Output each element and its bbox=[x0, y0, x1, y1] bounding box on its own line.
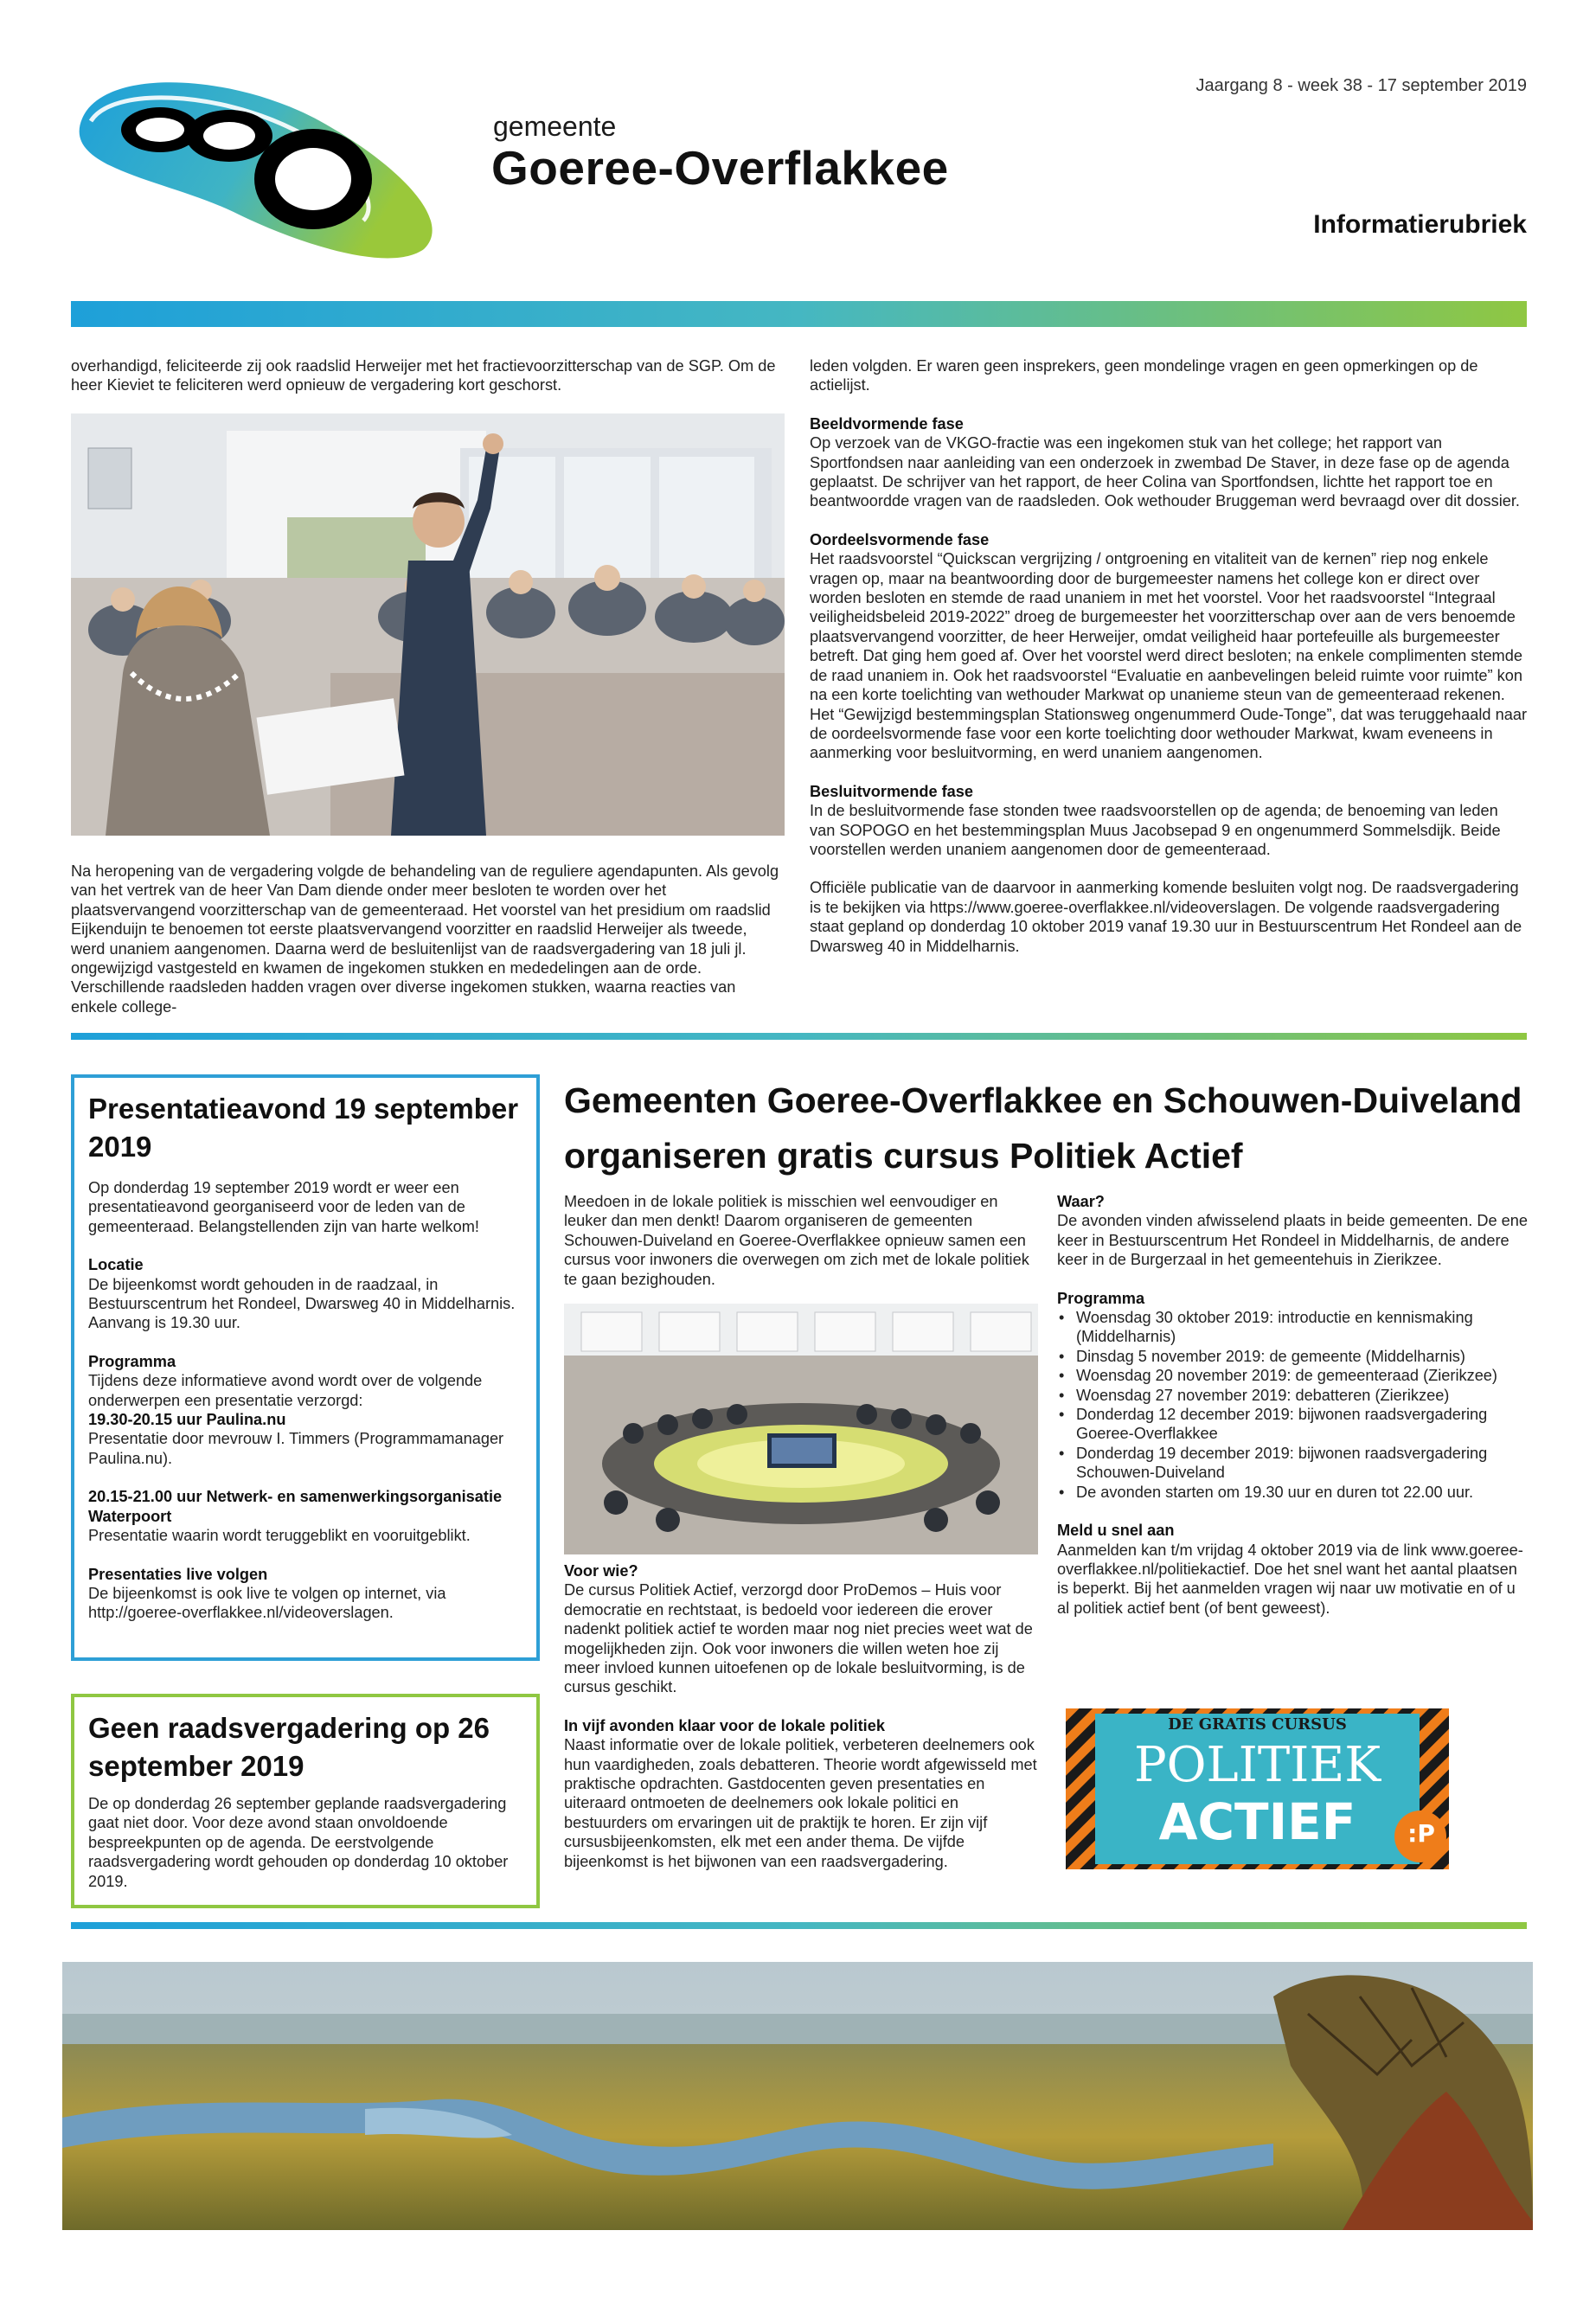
programma-list-item: • Donderdag 19 december 2019: bijwonen raadsvergadering Schouwen-Duiveland bbox=[1057, 1444, 1529, 1483]
article-col-2 bbox=[810, 356, 1528, 956]
badge-top-text: DE GRATIS CURSUS bbox=[1168, 1715, 1347, 1734]
header-divider bbox=[71, 301, 1527, 327]
programma-text: Tijdens deze informatieve avond wordt over de volgende onderwerpen een presentatie verzorgd: bbox=[88, 1372, 483, 1409]
programma-list-item: • Woensdag 27 november 2019: debatteren (Zierikzee) bbox=[1057, 1386, 1529, 1405]
badge-line-2: ACTIEF bbox=[1158, 1792, 1356, 1851]
cursus-col-2 bbox=[1057, 1192, 1529, 1618]
besluitvormend-text: In de besluitvormende fase stonden twee raadsvoorstellen op de agenda; de benoeming van leden van SOPOGO en het bestemmingsplan Muus Jacobsepad 9 en ongenummerd Sommelsdijk. Beide voorstellen werden unaniem aangenomen door de gemeenteraad. bbox=[810, 802, 1501, 858]
badge-line-1: POLITIEK bbox=[1133, 1737, 1381, 1793]
geen-raadsvergadering-title: Geen raadsvergadering op 26 september 2019 bbox=[88, 1712, 490, 1782]
section-divider bbox=[71, 1033, 1527, 1040]
locatie-heading: Locatie bbox=[88, 1256, 144, 1274]
brand-prefix: gemeente bbox=[493, 111, 617, 142]
cursus-programma-list bbox=[1057, 1308, 1529, 1502]
oordeelsvormend-text: Het raadsvoorstel “Quickscan vergrijzing / ontgroening en vitaliteit van de kernen” riep nog enkele vragen op, maar na beantwoording door de burgemeester namens het college kon er direct over worden besloten en stemde de raad unaniem in met het voorstel. Voor het raadsvoorstel “Integraal veiligheidsbeleid 2019-2022” droeg de burgemeester het voorzitterschap over aan de vers benoemde plaatsvervangend voorzitter, de heer Herweijer, omdat veiligheid haar portefeuille als burgemeester betreft. Dat ging hem goed af. Over het voorstel werd direct besloten; na enkele complimenten stemde de raad unaniem in. Ook het raadsvoorstel “Evaluatie en aanbevelingen beleid ruimte voor ruimte” kon na een korte toelichting van wethouder Markwat op unanieme steun van de gemeenteraad rekenen. Het “Gewijzigd bestemmingsplan Stationsweg ongenummerd Oude-Tonge”, dat was teruggehaald naar de oordeelsvormende fase voor een korte toelichting door wethouder Markwat, kwam eveneens in aanmerking voor besluitvorming, en werd unaniem aangenomen. bbox=[810, 550, 1528, 762]
voor-wie-text: De cursus Politiek Actief, verzorgd door ProDemos – Huis voor democratie en rechtstaat, is bedoeld voor iedereen die erover nadenkt politiek actief te worden maar nog niet precies weet wat de mogelijkheden zijn. Ook voor inwoners die willen weten hoe zij meer invloed kunnen uitoefenen op de lokale besluitvorming, is de cursus geschikt. bbox=[564, 1581, 1033, 1696]
cursus-col-1-lower bbox=[564, 1561, 1038, 1871]
programma-list-item: • Woensdag 30 oktober 2019: introductie en kennismaking (Middelharnis) bbox=[1057, 1308, 1529, 1347]
beeldvormend-heading: Beeldvormende fase bbox=[810, 414, 964, 433]
badge-mark: :P bbox=[1407, 1819, 1435, 1848]
politiek-actief-badge bbox=[1066, 1708, 1449, 1869]
article-col2-intro: leden volgden. Er waren geen insprekers, geen mondelinge vragen en geen opmerkingen op de actielijst. bbox=[810, 357, 1478, 394]
live-heading: Presentaties live volgen bbox=[88, 1565, 268, 1583]
municipality-logo bbox=[69, 74, 450, 260]
council-chamber-photo bbox=[564, 1304, 1038, 1554]
presentatieavond-box bbox=[71, 1074, 540, 1661]
programma-list-item: • Woensdag 20 november 2019: de gemeenteraad (Zierikzee) bbox=[1057, 1366, 1529, 1385]
programma-list-item: • Dinsdag 5 november 2019: de gemeente (Middelharnis) bbox=[1057, 1347, 1529, 1366]
beeldvormend-text: Op verzoek van de VKGO-fractie was een ingekomen stuk van het college; het rapport van Sportfondsen naar aanleiding van een onderzoek in zwembad De Staver, in deze fase op de agenda geplaatst. De schrijver van het rapport, de heer Colina van Sportfondsen, lichtte het rapport toe en beantwoordde vragen van de raadsleden. Ook wethouder Bruggeman werd bevraagd over dit dossier. bbox=[810, 434, 1520, 510]
presentatieavond-intro: Op donderdag 19 september 2019 wordt er weer een presentatieavond georganiseerd voor de leden van de gemeenteraad. Belangstellenden zijn van harte welkom! bbox=[88, 1179, 479, 1235]
besluitvormend-heading: Besluitvormende fase bbox=[810, 782, 974, 800]
vijf-avonden-text: Naast informatie over de lokale politiek, verbeteren deelnemers ook hun vaardigheden, zoals debatteren. Theorie wordt afgewisseld met praktische opdrachten. Gastdocenten geven presentaties en uiteraard ontmoeten de deelnemers ook lokale politici en bestuurders om ervaringen uit de praktijk te horen. Er zijn vijf cursusbijeenkomsten, elk met een ander thema. De vijfde bijeenkomst is het bijwonen van een raadsvergadering. bbox=[564, 1736, 1037, 1870]
geen-raadsvergadering-box bbox=[71, 1694, 540, 1908]
brand-title: Goeree-Overflakkee bbox=[491, 141, 949, 195]
article-col-1-top bbox=[71, 356, 780, 395]
cursus-headline: Gemeenten Goeree-Overflakkee en Schouwen-Duiveland organiseren gratis cursus Politiek Actief bbox=[564, 1080, 1522, 1176]
programma-item-1-title: 19.30-20.15 uur Paulina.nu bbox=[88, 1411, 286, 1429]
presentatieavond-title: Presentatieavond 19 september 2019 bbox=[88, 1093, 519, 1163]
programma-item-2-title: 20.15-21.00 uur Netwerk- en samenwerkingsorganisatie Waterpoort bbox=[88, 1488, 503, 1525]
programma-list-item: • Donderdag 12 december 2019: bijwonen raadsvergadering Goeree-Overflakkee bbox=[1057, 1405, 1529, 1444]
issue-date: Jaargang 8 - week 38 - 17 september 2019 bbox=[1195, 76, 1527, 95]
article-closing-text: Officiële publicatie van de daarvoor in aanmerking komende besluiten volgt nog. De raadsvergadering is te bekijken via https://www.goeree-overflakkee.nl/videoverslagen. De volgende raadsvergadering staat gepland op donderdag 10 oktober 2019 vanaf 19.30 uur in Bestuurscentrum Het Rondeel aan de Dwarsweg 40 in Middelharnis. bbox=[810, 879, 1522, 955]
locatie-text: De bijeenkomst wordt gehouden in de raadzaal, in Bestuurscentrum het Rondeel, Dwarsweg 40 in Middelharnis. Aanvang is 19.30 uur. bbox=[88, 1275, 516, 1332]
article-intro-text: overhandigd, feliciteerde zij ook raadslid Herweijer met het fractievoorzitterschap van de SGP. Om de heer Kieviet te feliciteren werd opnieuw de vergadering kort geschorst. bbox=[71, 357, 776, 394]
meld-aan-heading: Meld u snel aan bbox=[1057, 1522, 1175, 1540]
council-oath-photo bbox=[71, 413, 785, 836]
vijf-avonden-heading: In vijf avonden klaar voor de lokale politiek bbox=[564, 1716, 885, 1734]
cursus-intro: Meedoen in de lokale politiek is misschien wel eenvoudiger en leuker dan men denkt! Daarom organiseren de gemeenten Schouwen-Duiveland en Goeree-Overflakkee opnieuw samen een cursus voor inwoners die overwegen om zich met de lokale politiek te gaan bezighouden. bbox=[564, 1193, 1029, 1288]
programma-list-item: • De avonden starten om 19.30 uur en duren tot 22.00 uur. bbox=[1057, 1483, 1529, 1502]
photo-scene bbox=[71, 413, 785, 836]
live-text: De bijeenkomst is ook live te volgen op internet, via http://goeree-overflakkee.nl/videoverslagen. bbox=[88, 1584, 446, 1622]
waar-text: De avonden vinden afwisselend plaats in beide gemeenten. De ene keer in Bestuurscentrum Het Rondeel in Middelharnis, de andere keer in de Burgerzaal in het gemeentehuis in Zierikzee. bbox=[1057, 1212, 1528, 1269]
programma-item-2-text: Presentatie waarin wordt teruggeblikt en vooruitgeblikt. bbox=[88, 1527, 471, 1545]
meld-aan-text: Aanmelden kan t/m vrijdag 4 oktober 2019 via de link www.goeree-overflakkee.nl/politiekactief. Doe het snel want het aantal plaatsen is beperkt. Bij het aanmelden vragen wij naar uw motivatie en of u al politiek actief bent (of bent geweest). bbox=[1057, 1541, 1523, 1617]
programma-heading: Programma bbox=[88, 1352, 176, 1370]
cursus-programma-heading: Programma bbox=[1057, 1289, 1145, 1307]
landscape-photo bbox=[62, 1962, 1533, 2230]
rubric-title: Informatierubriek bbox=[1313, 210, 1527, 239]
programma-item-1-text: Presentatie door mevrouw I. Timmers (Programmamanager Paulina.nu). bbox=[88, 1430, 504, 1467]
oordeelsvormend-heading: Oordeelsvormende fase bbox=[810, 530, 990, 548]
geen-raadsvergadering-text: De op donderdag 26 september geplande raadsvergadering gaat niet door. Voor deze avond staan onvoldoende bespreekpunten op de agenda. De eerstvolgende raadsvergadering wordt gehouden op donderdag 10 oktober 2019. bbox=[88, 1795, 509, 1890]
section-divider-bottom bbox=[71, 1922, 1527, 1929]
waar-heading: Waar? bbox=[1057, 1193, 1105, 1210]
voor-wie-heading: Voor wie? bbox=[564, 1562, 638, 1580]
cursus-col-1 bbox=[564, 1192, 1038, 1289]
landscape-scene bbox=[62, 1962, 1533, 2230]
article-body-text: Na heropening van de vergadering volgde de behandeling van de reguliere agendapunten. Als gevolg van het vertrek van de heer Van Dam diende onder meer besloten te worden over het plaatsvervangend voorzitterschap van de gemeenteraad. Het voorstel van het presidium om raadslid Eijkenduijn te benoemen tot eerste plaatsvervangend voorzitter en raadslid Herweijer als tweede, werd unaniem aangenomen. Daarna werd de besluitenlijst van de raadsvergadering van 18 juli jl. ongewijzigd vastgesteld en kwamen de ingekomen stukken en mededelingen aan de orde. Verschillende raadsleden hadden vragen over diverse ingekomen stukken, waarna reacties van enkele college- bbox=[71, 862, 779, 1016]
chamber-scene bbox=[564, 1304, 1038, 1554]
article-col-1-body bbox=[71, 862, 785, 1016]
